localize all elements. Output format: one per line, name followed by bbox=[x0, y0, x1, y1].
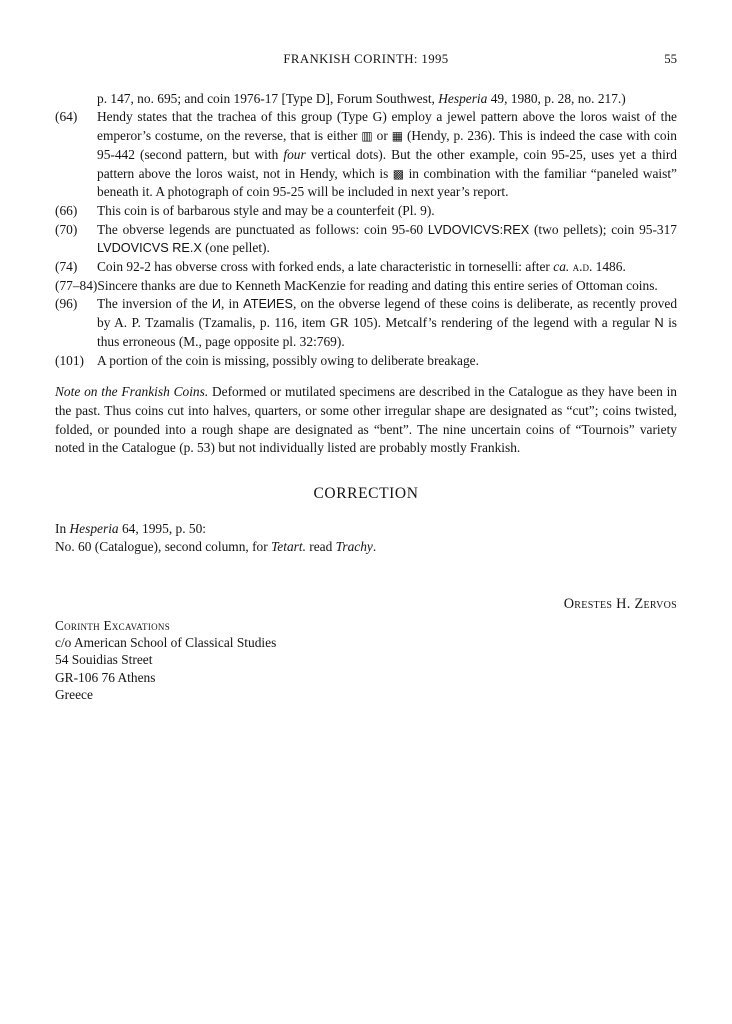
footnote-number: (74) bbox=[55, 259, 78, 275]
footnote-text: p. 147, no. 695; and coin 1976-17 [Type D], Forum Southwest, Hesperia 49, 1980, p. 28, no. 217.) bbox=[97, 90, 626, 106]
correction-heading: CORRECTION bbox=[313, 485, 419, 503]
footnote-text: A portion of the coin is missing, possibly owing to deliberate breakage. bbox=[97, 352, 479, 368]
footnote-number: (70) bbox=[55, 221, 78, 237]
footnote-77-84 bbox=[55, 277, 677, 296]
frankish-coins-note: Note on the Frankish Coins. Deformed or mutilated specimens are described in the Catalogue as they have been in the past. Thus coins cut into halves, quarters, or some other irregular shape are designated as “cut”; coins twisted, folded, or pounded into a rough shape are designated as “bent”. The nine uncertain coins of “Tournois” variety noted in the Catalogue (p. 53) but not individually listed are probably mostly Frankish. bbox=[55, 384, 677, 456]
footnote-number: (66) bbox=[55, 202, 78, 218]
footnote-text: Coin 92-2 has obverse cross with forked ends, a late characteristic in torneselli: after ca. a.d. 1486. bbox=[97, 259, 626, 275]
paper-title: FRANKISH CORINTH: 1995 bbox=[283, 52, 449, 66]
footnote-continuation bbox=[55, 90, 677, 109]
running-head bbox=[55, 50, 677, 69]
footnote-number: (96) bbox=[55, 296, 78, 312]
footnote-101 bbox=[55, 352, 677, 371]
footnote-number: (101) bbox=[55, 352, 85, 368]
footnote-66 bbox=[55, 202, 677, 221]
correction-line-2: No. 60 (Catalogue), second column, for Tetart. read Trachy. bbox=[55, 539, 377, 555]
address-line: Greece bbox=[55, 687, 93, 703]
page-number: 55 bbox=[664, 52, 677, 66]
footnote-number: (64) bbox=[55, 109, 78, 125]
footnote-text: Sincere thanks are due to Kenneth MacKenzie for reading and dating this entire series of Ottoman coins. bbox=[97, 277, 658, 293]
footnote-text: The inversion of the И, in ATEИES, on the obverse legend of these coins is deliberate, as recently proved by A. P. Tzamalis (Tzamalis, p. 116, item GR 105). Metcalf’s rendering of the legend with a regular N is thus erroneous (M., page opposite pl. 32:769). bbox=[97, 296, 678, 349]
author-signature: Orestes H. Zervos bbox=[563, 596, 677, 613]
address-organization: Corinth Excavations bbox=[55, 617, 171, 633]
footnote-text: The obverse legends are punctuated as follows: coin 95-60 LVDOVICVS:REX (two pellets); coin 95-317 LVDOVICVS RE.X (one pellet). bbox=[97, 221, 678, 256]
address-line: c/o American School of Classical Studies bbox=[55, 635, 277, 651]
address-line: 54 Souidias Street bbox=[55, 652, 153, 668]
footnote-text: Hendy states that the trachea of this group (Type G) employ a jewel pattern above the loros waist of the emperor’s costume, on the reverse, that is either ▥ or ▦ (Hendy, p. 236). This is indeed the case with coin 95-442 (second pattern, but with four vertical dots). But the other example, coin 95-25, uses yet a third pattern above the loros waist, not in Hendy, which is ▩ in combination with the familiar “paneled waist” beneath it. A photograph of coin 95-25 will be included in next year’s report. bbox=[97, 109, 677, 200]
address-line: GR-106 76 Athens bbox=[55, 669, 156, 685]
footnote-text: This coin is of barbarous style and may be a counterfeit (Pl. 9). bbox=[97, 202, 435, 218]
footnote-74 bbox=[55, 258, 677, 277]
footnote-64 bbox=[55, 108, 677, 202]
author-address-block bbox=[55, 617, 677, 703]
footnote-number: (77–84) bbox=[55, 277, 98, 293]
correction-line-1: In Hesperia 64, 1995, p. 50: bbox=[55, 520, 207, 536]
footnote-70 bbox=[55, 221, 677, 258]
footnote-96 bbox=[55, 295, 677, 351]
footnotes-section bbox=[55, 90, 677, 371]
